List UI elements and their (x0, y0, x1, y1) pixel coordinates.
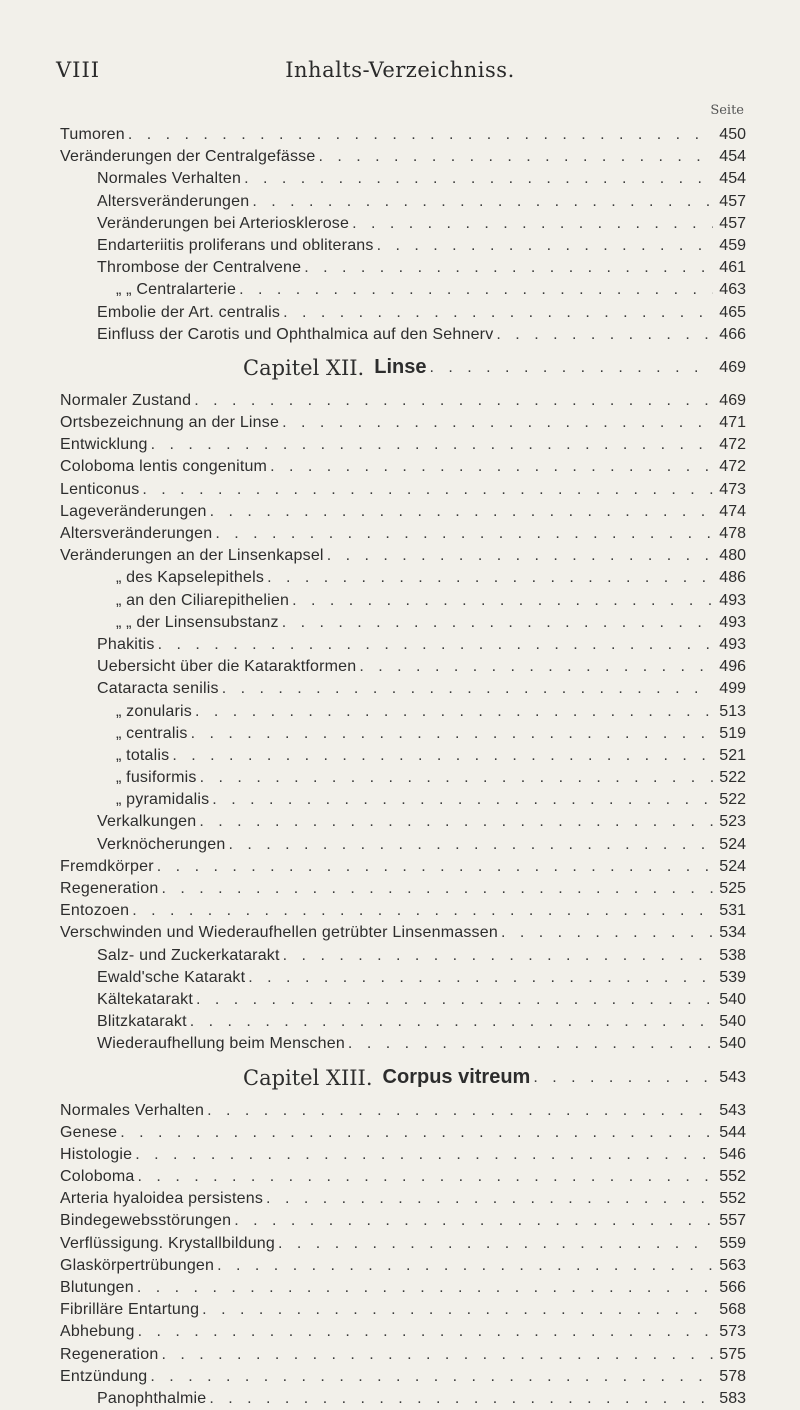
leader-dots (222, 678, 713, 700)
toc-entry-page: 531 (716, 900, 746, 922)
toc-group-corpus-vitreum (60, 1100, 746, 1410)
toc-entry-label: Veränderungen an der Linsenkapsel (60, 545, 324, 567)
toc-entry-label: Normales Verhalten (97, 168, 241, 190)
toc-entry[interactable] (60, 146, 746, 168)
toc-entry[interactable] (60, 678, 746, 700)
toc-entry-page: 474 (716, 501, 746, 523)
toc-entry[interactable] (60, 390, 746, 412)
toc-entry-label: Kältekatarakt (97, 989, 193, 1011)
toc-entry[interactable] (60, 567, 746, 589)
leader-dots (202, 1299, 713, 1321)
toc-entry[interactable] (60, 922, 746, 944)
leader-dots (244, 168, 713, 190)
toc-entry[interactable] (60, 213, 746, 235)
toc-entry-label: Entozoen (60, 900, 129, 922)
toc-entry-label: Histologie (60, 1144, 132, 1166)
toc-entry[interactable] (60, 723, 746, 745)
toc-entry-page: 521 (716, 745, 746, 767)
toc-group-tumoren (60, 124, 746, 346)
toc-entry[interactable] (60, 701, 746, 723)
toc-entry-page: 454 (716, 146, 746, 168)
toc-entry[interactable] (60, 590, 746, 612)
toc-entry[interactable] (60, 1388, 746, 1410)
leader-dots (190, 1011, 713, 1033)
leader-dots (327, 545, 713, 567)
toc-entry[interactable] (60, 834, 746, 856)
page-header (56, 58, 744, 84)
toc-entry[interactable] (60, 612, 746, 634)
toc-entry-label: Blutungen (60, 1277, 134, 1299)
toc-entry[interactable] (60, 1233, 746, 1255)
leader-dots (270, 456, 713, 478)
leader-dots (217, 1255, 713, 1277)
leader-dots (138, 1166, 713, 1188)
chapter-number: Capitel XII. (243, 356, 364, 380)
toc-entry-label: Verknöcherungen (97, 834, 225, 856)
toc-entry-page: 540 (716, 1011, 746, 1033)
leader-dots (228, 834, 713, 856)
toc-entry[interactable] (60, 412, 746, 434)
leader-dots (267, 567, 713, 589)
chapter-page: 543 (716, 1069, 746, 1087)
toc-entry-label: „ „ der Linsensubstanz (116, 612, 279, 634)
toc-entry-page: 461 (716, 257, 746, 279)
toc-entry-label: Normaler Zustand (60, 390, 191, 412)
toc-entry-page: 472 (716, 434, 746, 456)
toc-entry-page: 473 (716, 479, 746, 501)
toc-entry-label: Embolie der Art. centralis (97, 302, 280, 324)
leader-dots (135, 1144, 713, 1166)
toc-entry[interactable] (60, 456, 746, 478)
toc-entry-page: 469 (716, 390, 746, 412)
toc-entry-label: Phakitis (97, 634, 155, 656)
leader-dots (150, 1366, 713, 1388)
leader-dots (292, 590, 713, 612)
toc-entry[interactable] (60, 1366, 746, 1388)
toc-entry[interactable] (60, 634, 746, 656)
toc-entry-label: Tumoren (60, 124, 125, 146)
toc-entry-label: Coloboma (60, 1166, 135, 1188)
toc-entry[interactable] (60, 545, 746, 567)
toc-entry-page: 523 (716, 811, 746, 833)
toc-entry-label: Wiederaufhellung beim Menschen (97, 1033, 345, 1055)
toc-entry-label: Endarteriitis proliferans und obliterans (97, 235, 374, 257)
toc-entry-page: 478 (716, 523, 746, 545)
leader-dots (377, 235, 713, 257)
toc-entry-page: 459 (716, 235, 746, 257)
leader-dots (207, 1100, 713, 1122)
toc-entry-page: 544 (716, 1122, 746, 1144)
toc-entry-label: Thrombose der Centralvene (97, 257, 301, 279)
leader-dots (157, 856, 713, 878)
toc-entry-label: Arteria hyaloidea persistens (60, 1188, 263, 1210)
toc-entry[interactable] (60, 745, 746, 767)
leader-dots (137, 1277, 713, 1299)
leader-dots (283, 945, 713, 967)
toc-entry-label: Einfluss der Carotis und Ophthalmica auf den Sehnerv (97, 324, 493, 346)
leader-dots (266, 1188, 713, 1210)
toc-entry-page: 493 (716, 634, 746, 656)
table-of-contents (60, 124, 746, 1410)
toc-entry-label: Ortsbezeichnung an der Linse (60, 412, 279, 434)
toc-entry-label: Verflüssigung. Krystallbildung (60, 1233, 275, 1255)
toc-entry-page: 540 (716, 989, 746, 1011)
seite-label: Seite (710, 103, 744, 118)
leader-dots (132, 900, 713, 922)
toc-entry-label: „ „ Centralarterie (116, 279, 236, 301)
toc-entry[interactable] (60, 1011, 746, 1033)
leader-dots (128, 124, 713, 146)
leader-dots (348, 1033, 713, 1055)
toc-entry-label: Panophthalmie (97, 1388, 206, 1410)
leader-dots (212, 789, 713, 811)
toc-entry[interactable] (60, 967, 746, 989)
toc-entry[interactable] (60, 878, 746, 900)
toc-entry-page: 513 (716, 701, 746, 723)
toc-entry[interactable] (60, 235, 746, 257)
toc-entry[interactable] (60, 1144, 746, 1166)
leader-dots (278, 1233, 713, 1255)
toc-entry[interactable] (60, 302, 746, 324)
toc-entry-page: 524 (716, 856, 746, 878)
toc-entry[interactable] (60, 656, 746, 678)
toc-entry[interactable] (60, 1210, 746, 1232)
toc-entry[interactable] (60, 789, 746, 811)
toc-entry-page: 496 (716, 656, 746, 678)
toc-entry-label: Glaskörpertrübungen (60, 1255, 214, 1277)
toc-entry-label: Regeneration (60, 878, 158, 900)
toc-entry[interactable] (60, 1299, 746, 1321)
toc-entry-label: Entzündung (60, 1366, 147, 1388)
leader-dots (151, 434, 713, 456)
toc-entry[interactable] (60, 501, 746, 523)
toc-entry-page: 454 (716, 168, 746, 190)
toc-entry[interactable] (60, 523, 746, 545)
toc-entry-label: Lageveränderungen (60, 501, 207, 523)
toc-entry[interactable] (60, 1344, 746, 1366)
toc-entry-label: Regeneration (60, 1344, 158, 1366)
leader-dots (196, 989, 713, 1011)
toc-entry-label: Altersveränderungen (97, 191, 249, 213)
leader-dots (304, 257, 713, 279)
toc-entry-label: Normales Verhalten (60, 1100, 204, 1122)
leader-dots (120, 1122, 713, 1144)
leader-dots (161, 1344, 713, 1366)
toc-entry-page: 522 (716, 789, 746, 811)
toc-entry-page: 486 (716, 567, 746, 589)
toc-entry-page: 540 (716, 1033, 746, 1055)
toc-entry-label: Veränderungen der Centralgefässe (60, 146, 315, 168)
leader-dots (533, 1069, 713, 1087)
toc-entry[interactable] (60, 1122, 746, 1144)
toc-entry-page: 566 (716, 1277, 746, 1299)
leader-dots (234, 1210, 713, 1232)
toc-entry-page: 522 (716, 767, 746, 789)
toc-entry-page: 568 (716, 1299, 746, 1321)
toc-entry-label: Genese (60, 1122, 117, 1144)
toc-entry-page: 583 (716, 1388, 746, 1410)
toc-entry-label: „ an den Ciliarepithelien (116, 590, 289, 612)
leader-dots (359, 656, 713, 678)
toc-entry[interactable] (60, 479, 746, 501)
toc-entry-page: 450 (716, 124, 746, 146)
toc-entry-page: 493 (716, 590, 746, 612)
toc-entry-page: 552 (716, 1188, 746, 1210)
toc-entry-page: 480 (716, 545, 746, 567)
toc-entry-label: Verschwinden und Wiederaufhellen getrübter Linsenmassen (60, 922, 498, 944)
toc-entry-label: Altersveränderungen (60, 523, 212, 545)
toc-entry-page: 499 (716, 678, 746, 700)
toc-entry[interactable] (60, 1166, 746, 1188)
toc-entry-page: 472 (716, 456, 746, 478)
leader-dots (161, 878, 713, 900)
leader-dots (501, 922, 713, 944)
toc-entry[interactable] (60, 1277, 746, 1299)
toc-entry-page: 546 (716, 1144, 746, 1166)
chapter-heading-linse[interactable] (60, 346, 746, 390)
toc-entry[interactable] (60, 168, 746, 190)
toc-entry-page: 471 (716, 412, 746, 434)
toc-entry[interactable] (60, 1321, 746, 1343)
leader-dots (283, 302, 713, 324)
toc-group-linse (60, 390, 746, 1056)
leader-dots (209, 1388, 713, 1410)
toc-entry-label: „ totalis (116, 745, 169, 767)
running-title: Inhalts-Verzeichniss. (56, 58, 744, 82)
leader-dots (252, 191, 713, 213)
toc-entry-page: 493 (716, 612, 746, 634)
toc-entry-label: „ zonularis (116, 701, 192, 723)
leader-dots (195, 701, 713, 723)
leader-dots (352, 213, 713, 235)
toc-entry-page: 578 (716, 1366, 746, 1388)
leader-dots (199, 811, 713, 833)
toc-entry[interactable] (60, 1188, 746, 1210)
toc-entry-label: Fibrilläre Entartung (60, 1299, 199, 1321)
leader-dots (248, 967, 713, 989)
toc-entry-page: 563 (716, 1255, 746, 1277)
toc-entry-page: 559 (716, 1233, 746, 1255)
leader-dots (282, 612, 713, 634)
chapter-page: 469 (716, 359, 746, 377)
toc-entry-label: Uebersicht über die Kataraktformen (97, 656, 356, 678)
toc-entry-page: 524 (716, 834, 746, 856)
chapter-heading-corpus-vitreum[interactable] (60, 1056, 746, 1100)
toc-entry-page: 575 (716, 1344, 746, 1366)
toc-entry-page: 519 (716, 723, 746, 745)
toc-entry[interactable] (60, 124, 746, 146)
leader-dots (318, 146, 713, 168)
toc-entry-page: 552 (716, 1166, 746, 1188)
leader-dots (191, 723, 713, 745)
chapter-title: Linse (374, 356, 426, 379)
toc-entry[interactable] (60, 767, 746, 789)
toc-entry[interactable] (60, 811, 746, 833)
leader-dots (194, 390, 713, 412)
toc-entry-label: Bindegewebsstörungen (60, 1210, 231, 1232)
toc-entry-label: Lenticonus (60, 479, 139, 501)
toc-entry[interactable] (60, 900, 746, 922)
toc-entry-label: Coloboma lentis congenitum (60, 456, 267, 478)
toc-entry-label: Entwicklung (60, 434, 148, 456)
leader-dots (172, 745, 713, 767)
toc-entry-label: Blitzkatarakt (97, 1011, 187, 1033)
toc-entry[interactable] (60, 1100, 746, 1122)
toc-entry[interactable] (60, 191, 746, 213)
toc-entry[interactable] (60, 324, 746, 346)
toc-entry[interactable] (60, 434, 746, 456)
toc-entry-page: 557 (716, 1210, 746, 1232)
toc-entry-page: 457 (716, 191, 746, 213)
toc-entry-page: 538 (716, 945, 746, 967)
toc-entry-label: Fremdkörper (60, 856, 154, 878)
toc-entry-page: 463 (716, 279, 746, 301)
toc-entry-page: 543 (716, 1100, 746, 1122)
leader-dots (239, 279, 713, 301)
page-number: VIII (56, 58, 100, 82)
chapter-title: Corpus vitreum (383, 1066, 531, 1089)
toc-entry[interactable] (60, 1255, 746, 1277)
leader-dots (200, 767, 713, 789)
chapter-number: Capitel XIII. (243, 1066, 373, 1090)
toc-entry-page: 457 (716, 213, 746, 235)
toc-entry-page: 534 (716, 922, 746, 944)
toc-entry-page: 525 (716, 878, 746, 900)
toc-entry-page: 539 (716, 967, 746, 989)
toc-entry-label: Salz- und Zuckerkatarakt (97, 945, 280, 967)
leader-dots (282, 412, 713, 434)
toc-entry-label: Abhebung (60, 1321, 135, 1343)
toc-entry-label: „ fusiformis (116, 767, 197, 789)
toc-entry[interactable] (60, 856, 746, 878)
leader-dots (138, 1321, 713, 1343)
toc-entry-label: „ des Kapselepithels (116, 567, 264, 589)
leader-dots (142, 479, 713, 501)
toc-entry-page: 466 (716, 324, 746, 346)
toc-entry[interactable] (60, 257, 746, 279)
toc-entry[interactable] (60, 945, 746, 967)
toc-entry[interactable] (60, 989, 746, 1011)
toc-entry-label: Cataracta senilis (97, 678, 219, 700)
toc-entry-label: „ centralis (116, 723, 188, 745)
toc-entry[interactable] (60, 279, 746, 301)
toc-entry-label: Verkalkungen (97, 811, 196, 833)
leader-dots (210, 501, 713, 523)
leader-dots (215, 523, 713, 545)
leader-dots (158, 634, 713, 656)
leader-dots (496, 324, 713, 346)
toc-entry-label: „ pyramidalis (116, 789, 209, 811)
toc-entry-label: Ewald'sche Katarakt (97, 967, 245, 989)
toc-entry-label: Veränderungen bei Arteriosklerose (97, 213, 349, 235)
toc-entry[interactable] (60, 1033, 746, 1055)
toc-entry-page: 465 (716, 302, 746, 324)
leader-dots (429, 359, 713, 377)
toc-entry-page: 573 (716, 1321, 746, 1343)
